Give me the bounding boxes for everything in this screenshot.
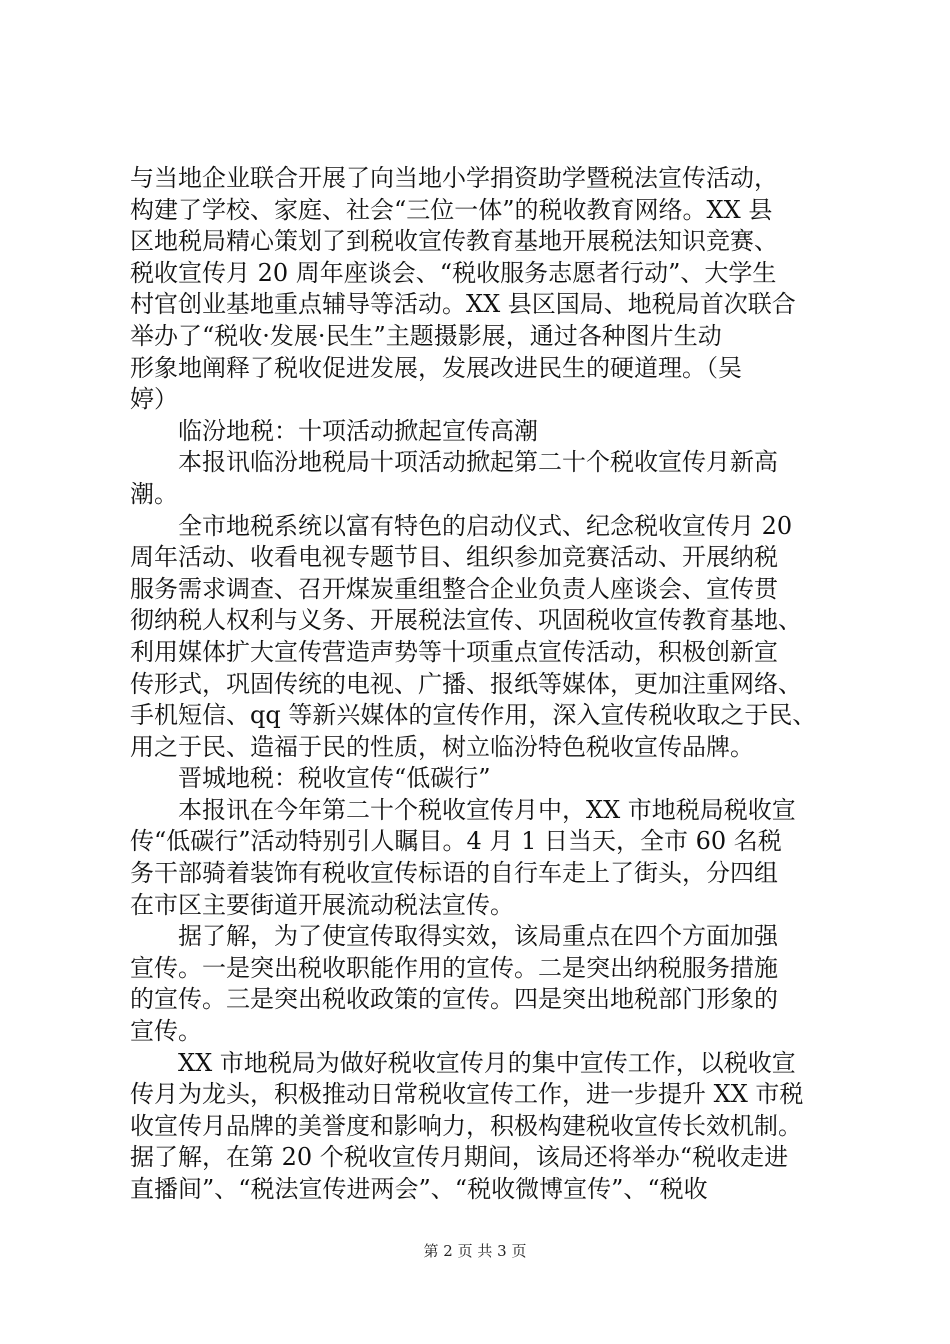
text-line: 周年活动、收看电视专题节目、组织参加竞赛活动、开展纳税 — [130, 543, 778, 572]
text-line: 彻纳税人权利与义务、开展税法宣传、巩固税收宣传教育基地、 — [130, 606, 802, 635]
text-line: 直播间”、“税法宣传进两会”、“税收微博宣传”、“税收 — [130, 1175, 708, 1203]
text-line: 形象地阐释了税收促进发展，发展改进民生的硬道理。（吴 — [130, 353, 742, 382]
text-line: 用之于民、造福于民的性质，树立临汾特色税收宣传品牌。 — [130, 732, 754, 761]
paragraph-start-line: 据了解，为了使宣传取得实效，该局重点在四个方面加强 — [178, 922, 778, 951]
text-line: 传形式，巩固传统的电视、广播、报纸等媒体，更加注重网络、 — [130, 669, 802, 698]
paragraph-start-line: 晋城地税：税收宣传“低碳行” — [178, 764, 491, 793]
paragraph-start-line: 本报讯在今年第二十个税收宣传月中，XX 市地税局税收宣 — [178, 795, 796, 824]
text-line: 与当地企业联合开展了向当地小学捐资助学暨税法宣传活动， — [130, 164, 778, 192]
paragraph-start-line: 本报讯临汾地税局十项活动掀起第二十个税收宣传月新高 — [178, 448, 778, 477]
text-line: 宣传。一是突出税收职能作用的宣传。二是突出纳税服务措施 — [130, 953, 778, 982]
text-line: 潮。 — [130, 479, 178, 508]
text-line: 据了解，在第 20 个税收宣传月期间，该局还将举办“税收走进 — [130, 1143, 789, 1172]
text-line: 宣传。 — [130, 1017, 202, 1046]
text-line: 的宣传。三是突出税收政策的宣传。四是突出地税部门形象的 — [130, 985, 778, 1014]
text-line: 收宣传月品牌的美誉度和影响力，积极构建税收宣传长效机制。 — [130, 1111, 802, 1140]
text-line: 服务需求调查、召开煤炭重组整合企业负责人座谈会、宣传贯 — [130, 574, 778, 603]
text-line: 手机短信、qq 等新兴媒体的宣传作用，深入宣传税收取之于民、 — [130, 701, 817, 730]
text-line: 构建了学校、家庭、社会“三位一体”的税收教育网络。XX 县 — [130, 195, 773, 224]
body-text — [130, 163, 830, 1206]
paragraph-start-line: 全市地税系统以富有特色的启动仪式、纪念税收宣传月 20 — [178, 511, 793, 540]
text-line: 利用媒体扩大宣传营造声势等十项重点宣传活动，积极创新宣 — [130, 637, 778, 666]
text-line: 传“低碳行”活动特别引人瞩目。4 月 1 日当天，全市 60 名税 — [130, 827, 782, 856]
text-line: 在市区主要街道开展流动税法宣传。 — [130, 890, 514, 919]
text-line: 婷） — [130, 385, 178, 414]
paragraph-start-line: 临汾地税：十项活动掀起宣传高潮 — [178, 416, 538, 445]
text-line: 村官创业基地重点辅导等活动。XX 县区国局、地税局首次联合 — [130, 290, 796, 319]
page-footer: 第 2 页 共 3 页 — [423, 1242, 527, 1260]
text-line: 区地税局精心策划了到税收宣传教育基地开展税法知识竞赛、 — [130, 227, 778, 256]
text-line: 税收宣传月 20 周年座谈会、“税收服务志愿者行动”、大学生 — [130, 258, 777, 287]
text-line: 传月为龙头，积极推动日常税收宣传工作，进一步提升 XX 市税 — [130, 1080, 804, 1109]
text-line: 举办了“税收·发展·民生”主题摄影展，通过各种图片生动 — [130, 321, 722, 350]
paragraph-start-line: XX 市地税局为做好税收宣传月的集中宣传工作，以税收宣 — [178, 1048, 796, 1077]
text-line: 务干部骑着装饰有税收宣传标语的自行车走上了街头，分四组 — [130, 859, 778, 888]
